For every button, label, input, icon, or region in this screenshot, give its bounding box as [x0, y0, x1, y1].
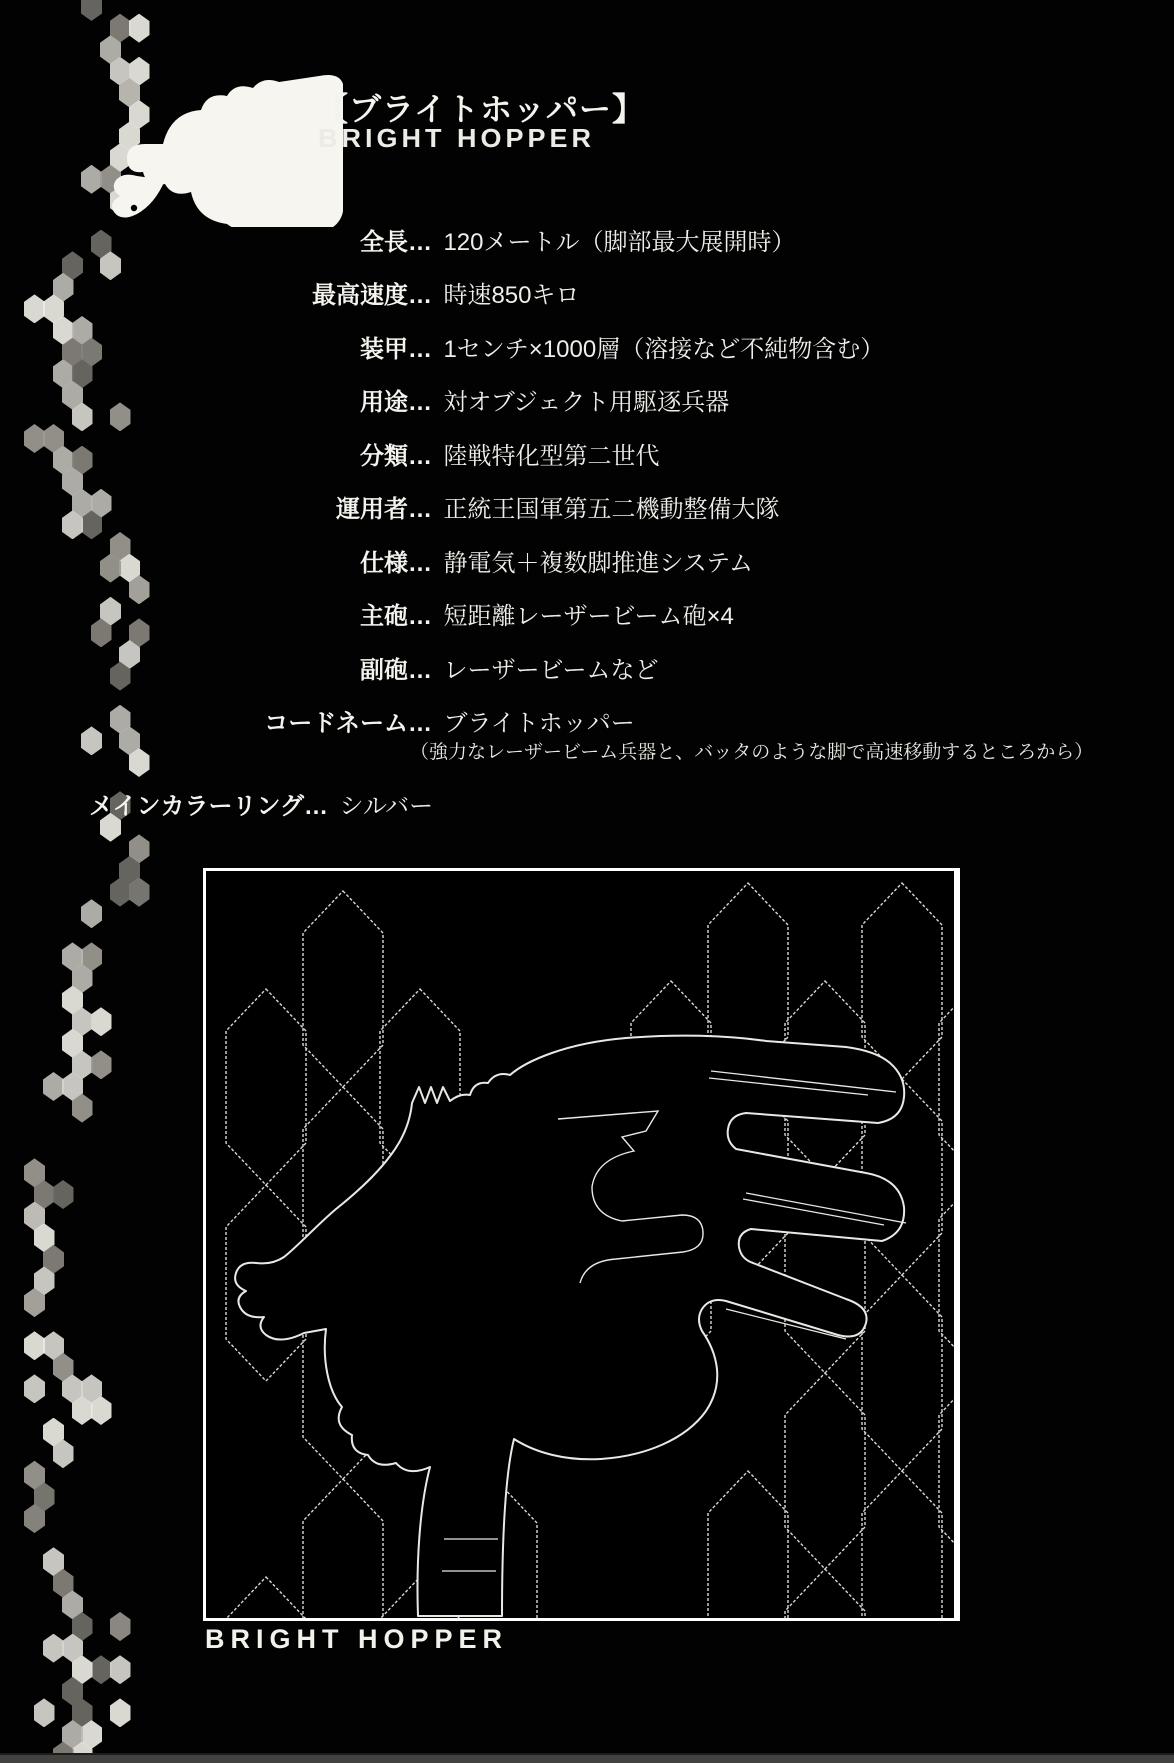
spec-label: メインカラーリング…: [88, 793, 328, 820]
spec-label: コードネーム…: [264, 710, 432, 737]
spec-label: 用途…: [360, 389, 432, 416]
mech-outline-drawing: [235, 1036, 906, 1616]
spec-value: 静電気＋複数脚推進システム: [443, 550, 754, 577]
page-title-english: BRIGHT HOPPER: [318, 124, 596, 153]
hexagon-outline: [939, 1373, 954, 1569]
figure-caption: BRIGHT HOPPER: [205, 1624, 509, 1654]
hexagon-tile: [43, 1634, 64, 1663]
hexagon-tile: [110, 1612, 131, 1641]
hexagon-outline: [939, 1177, 954, 1373]
hexagon-chain-decoration: [0, 0, 175, 1763]
hexagon-outline: [708, 1471, 788, 1618]
spec-label: 主砲…: [360, 603, 432, 630]
spec-value: シルバー: [339, 793, 434, 820]
page-title-japanese: 【ブライトホッパー】: [316, 91, 646, 127]
spec-row-main-coloring: [0, 786, 1100, 821]
spec-label: 副砲…: [360, 657, 432, 684]
hexagon-outline: [303, 1479, 383, 1618]
spec-value: 対オブジェクト用駆逐兵器: [443, 389, 730, 416]
spec-value: レーザービームなど: [443, 657, 659, 684]
spec-row-class: [0, 436, 1100, 471]
hexagon-tile: [81, 165, 102, 194]
spec-value: ブライトホッパー: [443, 710, 635, 737]
hexagon-outline: [226, 1577, 306, 1618]
hexagon-outline: [939, 981, 954, 1177]
hexagon-tile: [129, 14, 150, 43]
spec-row-operator: [0, 489, 1100, 524]
spec-row-secondary-gun: [0, 650, 1100, 685]
spec-value: 陸戦特化型第二世代: [443, 443, 660, 470]
spec-row-system: [0, 543, 1100, 578]
hexagon-outline: [226, 989, 306, 1185]
figure-frame: [203, 868, 960, 1621]
figure-canvas: [206, 871, 954, 1618]
hexagon-tile: [43, 1072, 64, 1101]
hexagon-tile: [110, 1655, 131, 1684]
spec-value: 短距離レーザービーム砲×4: [443, 603, 734, 630]
hexagon-tile: [24, 1331, 45, 1360]
hexagon-tile: [53, 1180, 74, 1209]
spec-row-length: [0, 222, 1100, 257]
spec-value: 正統王国軍第五二機動整備大隊: [443, 496, 780, 523]
spec-row-armor: [0, 329, 1100, 364]
page-bottom-strip: [0, 1753, 1174, 1763]
spec-row-top-speed: [0, 275, 1100, 310]
hexagon-outline: [862, 1275, 942, 1471]
spec-row-codename: [0, 703, 1100, 738]
hexagon-outline: [862, 1471, 942, 1618]
hexagon-outline: [785, 1373, 865, 1569]
hexagon-tile: [24, 1374, 45, 1403]
hexagon-outline: [785, 1569, 865, 1618]
hexagon-outline: [303, 891, 383, 1087]
spec-label: 全長…: [360, 229, 432, 256]
hexagon-tile: [91, 1050, 112, 1079]
hexagon-tile: [34, 1698, 55, 1727]
hexagon-tile: [81, 0, 102, 21]
spec-label: 最高速度…: [312, 282, 432, 309]
spec-value: 1センチ×1000層（溶接など不純物含む）: [443, 336, 885, 363]
spec-label: 運用者…: [336, 496, 432, 523]
mech-silhouette-icon: [103, 52, 343, 227]
spec-label: 分類…: [360, 443, 432, 470]
spec-value: 時速850キロ: [443, 282, 580, 309]
hexagon-tile: [110, 1698, 131, 1727]
spec-row-main-gun: [0, 596, 1100, 631]
hexagon-tile: [91, 1007, 112, 1036]
spec-value: 120メートル（脚部最大展開時）: [443, 229, 796, 256]
spec-label: 仕様…: [360, 550, 432, 577]
codename-note: （強力なレーザービーム兵器と、バッタのような脚で高速移動するところから）: [410, 742, 1094, 763]
spec-row-purpose: [0, 382, 1100, 417]
hexagon-tile: [81, 899, 102, 928]
spec-label: 装甲…: [360, 336, 432, 363]
hexagon-tile: [91, 1655, 112, 1684]
hexagon-outline: [862, 883, 942, 1079]
